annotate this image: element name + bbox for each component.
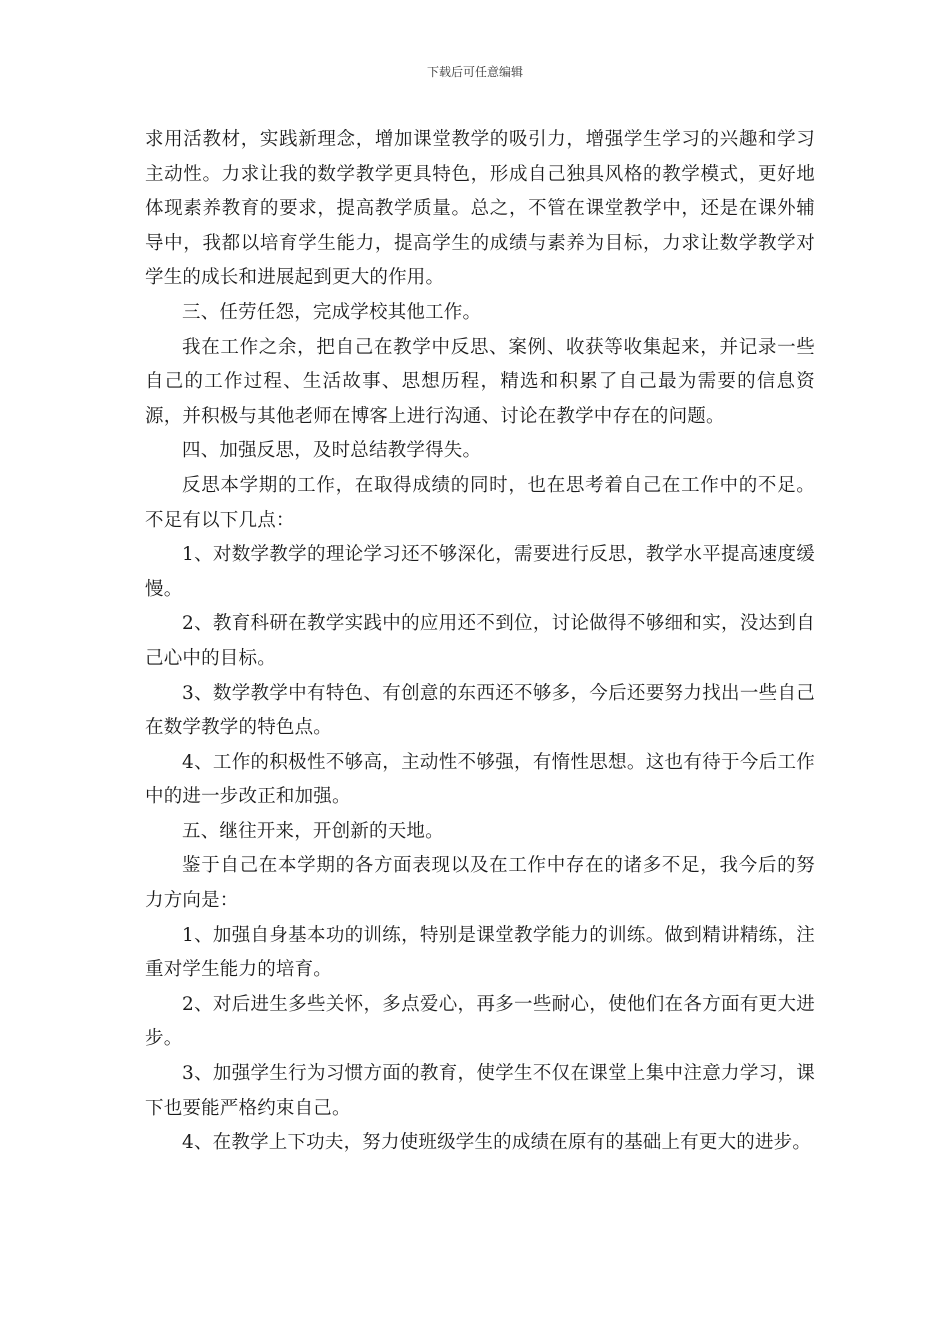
- list-item: 3、数学教学中有特色、有创意的东西还不够多，今后还要努力找出一些自己在数学教学的特色点。: [145, 682, 815, 739]
- list-item: 4、在教学上下功夫，努力使班级学生的成绩在原有的基础上有更大的进步。: [182, 1132, 812, 1154]
- list-item: 3、加强学生行为习惯方面的教育，使学生不仅在课堂上集中注意力学习，课下也要能严格约束自己。: [145, 1063, 815, 1119]
- list-item: 1、加强自身基本功的训练，特别是课堂教学能力的训练。做到精讲精练，注重对学生能力的培育。: [145, 924, 815, 981]
- list-item: 2、对后进生多些关怀，多点爱心，再多一些耐心，使他们在各方面有更大进步。: [145, 993, 815, 1050]
- section-heading: 五、继往开来，开创新的天地。: [182, 820, 444, 842]
- section-heading: 四、加强反思，及时总结教学得失。: [182, 440, 482, 462]
- list-item: 4、工作的积极性不够高，主动性不够强，有惰性思想。这也有待于今后工作中的进一步改正和加强。: [145, 751, 815, 808]
- paragraph: 反思本学期的工作，在取得成绩的同时，也在思考着自己在工作中的不足。不足有以下几点：: [145, 474, 815, 531]
- paragraph: 我在工作之余，把自己在教学中反思、案例、收获等收集起来，并记录一些自己的工作过程、生活故事、思想历程，精选和积累了自己最为需要的信息资源，并积极与其他老师在博客上进行沟通、讨论在教学中存在的问题。: [145, 336, 815, 427]
- list-item: 1、对数学教学的理论学习还不够深化，需要进行反思，教学水平提高速度缓慢。: [145, 544, 815, 600]
- paragraph: 求用活教材，实践新理念，增加课堂教学的吸引力，增强学生学习的兴趣和学习主动性。力求让我的数学教学更具特色，形成自己独具风格的教学模式，更好地体现素养教育的要求，提高教学质量。总之，不管在课堂教学中，还是在课外辅导中，我都以培育学生能力，提高学生的成绩与素养为目标，力求让数学教学对学生的成长和进展起到更大的作用。: [145, 129, 815, 289]
- document-body: [145, 123, 815, 1161]
- list-item: 2、教育科研在教学实践中的应用还不到位，讨论做得不够细和实，没达到自己心中的目标。: [145, 613, 815, 669]
- page-header: 下载后可任意编辑: [426, 65, 523, 79]
- paragraph: 鉴于自己在本学期的各方面表现以及在工作中存在的诸多不足，我今后的努力方向是：: [145, 855, 815, 912]
- section-heading: 三、任劳任怨，完成学校其他工作。: [182, 301, 482, 323]
